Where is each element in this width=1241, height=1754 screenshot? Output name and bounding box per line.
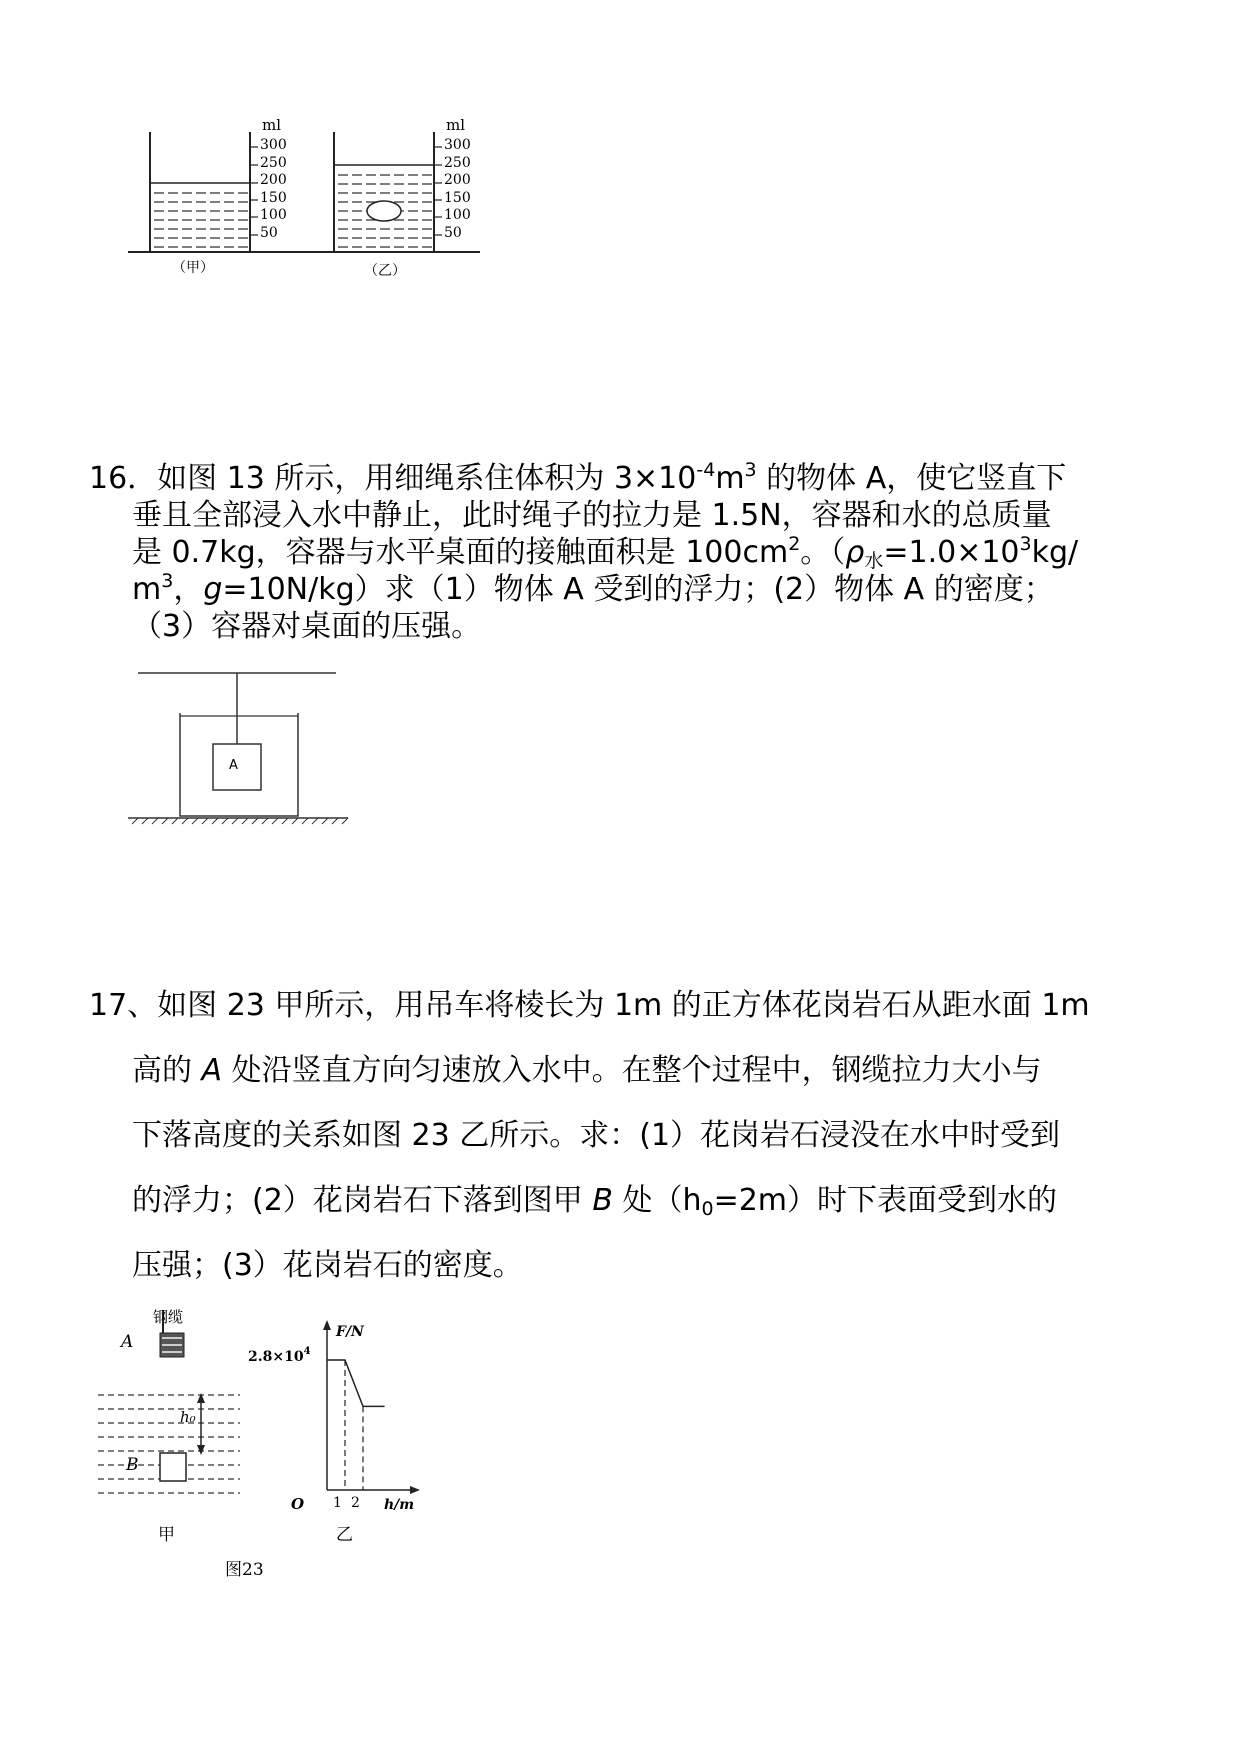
origin-label: O [291, 1495, 305, 1513]
tick-label: 250 [444, 154, 471, 171]
tick-label: 50 [260, 224, 278, 241]
q16-line-4: $m^3$，g=10N/kg）求（1）物体 A 受到的浮力；(2）物体 A 的密度； [132, 570, 1054, 607]
tick-label: 300 [260, 137, 287, 153]
tick-label: 100 [260, 207, 287, 223]
q16-line-1: 16．如图 13 所示，用细绳系住体积为 $3\times 10^{-4}m^3$ 的物体 A，使它竖直下 [89, 459, 1067, 496]
figure-23-caption: 图23 [225, 1560, 264, 1580]
y-value-label: $2.8\times 10^4$ [248, 1346, 311, 1365]
x-tick-1: 1 [333, 1495, 342, 1511]
container-figure [128, 668, 358, 838]
force-curve [327, 1360, 385, 1406]
tick-label: 150 [260, 189, 287, 206]
q16-line-5: （3）容器对桌面的压强。 [132, 609, 482, 644]
tick-label: 200 [260, 172, 287, 188]
point-b-label: B [126, 1455, 139, 1475]
figure-23 [90, 1305, 470, 1580]
right-scale [444, 137, 471, 242]
fig-left-caption: 甲 [158, 1525, 175, 1545]
right-unit-label: ml [446, 116, 466, 134]
q17-line-4: 的浮力；(2）花岗岩石下落到图甲 B 处$(h_0=2m)$时下表面受到水的 [132, 1183, 1058, 1220]
tick-label: 200 [444, 172, 471, 188]
h0-label: h₀ [180, 1408, 196, 1426]
q17-line-5: 压强；(3）花岗岩石的密度。 [132, 1248, 523, 1283]
cylinders-figure [128, 110, 488, 285]
tick-label: 300 [444, 137, 471, 153]
x-axis-label: h/m [384, 1497, 415, 1513]
tick-label: 50 [444, 224, 462, 241]
left-scale [260, 137, 287, 242]
point-a-label: A [121, 1332, 134, 1352]
cylinder-label-right: （乙） [364, 263, 406, 279]
tick-label: 150 [444, 189, 471, 206]
q17-line-2: 高的 A 处沿竖直方向匀速放入水中。在整个过程中，钢缆拉力大小与 [132, 1053, 1042, 1088]
cylinder-label-left: （甲） [172, 260, 214, 276]
q17-line-3: 下落高度的关系如图 23 乙所示。求：(1）花岗岩石浸没在水中时受到 [132, 1118, 1061, 1153]
tick-label: 250 [260, 154, 287, 171]
left-unit-label: ml [262, 116, 282, 134]
fig-right-caption: 乙 [336, 1525, 353, 1545]
x-tick-2: 2 [351, 1495, 360, 1511]
q16-line-3: 是 0.7kg，容器与水平桌面的接触面积是 $100cm^2$。（$\rho_水=1.0\times 10^3kg/$ [132, 533, 1079, 572]
q17-line-1: 17、如图 23 甲所示，用吊车将棱长为 1m 的正方体花岗岩石从距水面 1m [89, 988, 1090, 1023]
object-a-label: A [229, 758, 238, 773]
tick-label: 100 [444, 207, 471, 223]
y-axis-label: F/N [336, 1324, 364, 1340]
q16-line-2: 垂且全部浸入水中静止，此时绳子的拉力是 1.5N，容器和水的总质量 [132, 498, 1052, 533]
cable-label: 钢缆 [153, 1308, 184, 1326]
